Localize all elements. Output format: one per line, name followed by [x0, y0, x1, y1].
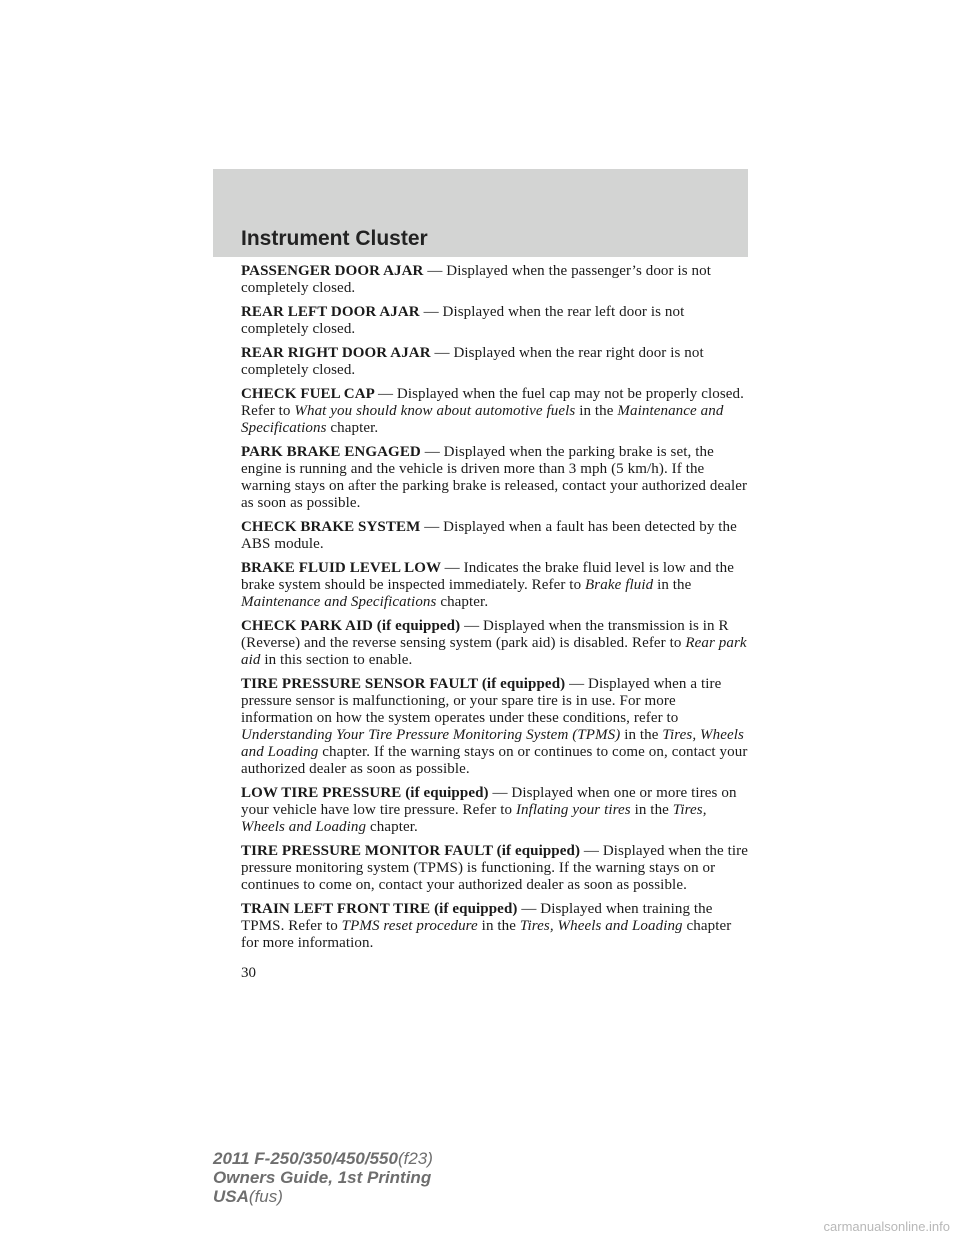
list-item [241, 843, 751, 894]
cross-reference: What you should know about automotive fuels [294, 403, 576, 419]
footer-code: (fus) [248, 1187, 283, 1206]
cross-reference: Brake fluid [585, 577, 654, 593]
message-text: in the [624, 727, 659, 743]
chapter-reference: Maintenance and Specifications [241, 594, 437, 610]
section-header [213, 169, 748, 257]
message-desc: — Displayed when one or more tires on your vehicle have low tire pressure. Refer to [241, 785, 737, 818]
message-desc: — Displayed when the fuel cap may not be properly closed. Refer to [241, 386, 744, 419]
footer-line: Owners Guide, 1st Printing [213, 1168, 432, 1187]
cross-reference: TPMS reset procedure [341, 918, 478, 934]
message-text: chapter. [370, 819, 418, 835]
print-footer [213, 1149, 433, 1206]
message-text: in the [634, 802, 669, 818]
chapter-reference: Tires, Wheels and Loading [519, 918, 683, 934]
message-term: PARK BRAKE ENGAGED [241, 444, 421, 460]
message-term: TIRE PRESSURE MONITOR FAULT (if equipped) [241, 843, 581, 859]
message-list [241, 263, 751, 959]
message-desc: — Displayed when the transmission is in R (Reverse) and the reverse sensing system (park aid) is disabled. Refer to [241, 618, 729, 651]
cross-reference: Rear park aid [241, 635, 747, 668]
message-desc: — Displayed when the tire pressure monitoring system (TPMS) is functioning. If the warning stays on or continues to come on, contact your authorized dealer as soon as possible. [241, 843, 749, 893]
message-desc: — Displayed when the rear left door is not completely closed. [241, 304, 685, 337]
footer-line [213, 1149, 433, 1168]
message-desc: — Displayed when a fault has been detected by the ABS module. [241, 519, 737, 552]
message-term: TIRE PRESSURE SENSOR FAULT (if equipped) [241, 676, 566, 692]
message-desc: — Displayed when the rear right door is not completely closed. [241, 345, 704, 378]
list-item [241, 263, 751, 297]
list-item [241, 676, 751, 778]
list-item [241, 444, 751, 512]
footer-code: (f23) [397, 1149, 433, 1168]
message-text: chapter. [330, 420, 379, 436]
page-number: 30 [241, 965, 256, 981]
section-title: Instrument Cluster [241, 227, 428, 250]
list-item [241, 304, 751, 338]
list-item [241, 345, 751, 379]
message-text: in the [657, 577, 692, 593]
footer-region: USA [213, 1187, 249, 1206]
list-item [241, 618, 751, 669]
message-term: CHECK FUEL CAP [241, 386, 375, 402]
cross-reference: Inflating your tires [515, 802, 631, 818]
list-item [241, 785, 751, 836]
watermark: carmanualsonline.info [823, 1219, 950, 1234]
message-term: REAR RIGHT DOOR AJAR [241, 345, 431, 361]
list-item [241, 386, 751, 437]
message-desc: — Displayed when training the TPMS. Refer to [241, 901, 713, 934]
list-item [241, 519, 751, 553]
footer-model: 2011 F-250/350/450/550 [213, 1149, 398, 1168]
message-text: in this section to enable. [264, 652, 413, 668]
message-term: CHECK PARK AID (if equipped) [241, 618, 461, 634]
message-text: chapter. [440, 594, 489, 610]
chapter-reference: Tires, Wheels and Loading [241, 802, 707, 835]
list-item [241, 901, 751, 952]
chapter-reference: Tires, Wheels and Loading [241, 727, 744, 760]
message-term: PASSENGER DOOR AJAR [241, 263, 424, 279]
message-term: LOW TIRE PRESSURE (if equipped) [241, 785, 489, 801]
message-term: CHECK BRAKE SYSTEM [241, 519, 421, 535]
cross-reference: Understanding Your Tire Pressure Monitoring System (TPMS) [241, 727, 621, 743]
message-term: TRAIN LEFT FRONT TIRE (if equipped) [241, 901, 518, 917]
message-desc: — Indicates the brake fluid level is low and the brake system should be inspected immediately. Refer to [241, 560, 734, 593]
chapter-reference: Maintenance and Specifications [241, 403, 724, 436]
message-text: in the [481, 918, 517, 934]
message-text: chapter for more information. [241, 918, 732, 951]
message-desc: — Displayed when the passenger’s door is not completely closed. [241, 263, 712, 296]
message-text: chapter. If the warning stays on or continues to come on, contact your authorized dealer as soon as possible. [241, 744, 748, 777]
message-text: in the [579, 403, 614, 419]
message-term: BRAKE FLUID LEVEL LOW [241, 560, 441, 576]
footer-line [213, 1187, 433, 1206]
list-item [241, 560, 751, 611]
message-desc: — Displayed when the parking brake is set, the engine is running and the vehicle is driven more than 3 mph (5 km/h). If the warning stays on after the parking brake is released, contact your authorized dealer as soon as possible. [241, 444, 748, 511]
message-term: REAR LEFT DOOR AJAR [241, 304, 420, 320]
message-desc: — Displayed when a tire pressure sensor is malfunctioning, or your spare tire is in use. For more information on how the system operates under these conditions, refer to [241, 676, 722, 726]
